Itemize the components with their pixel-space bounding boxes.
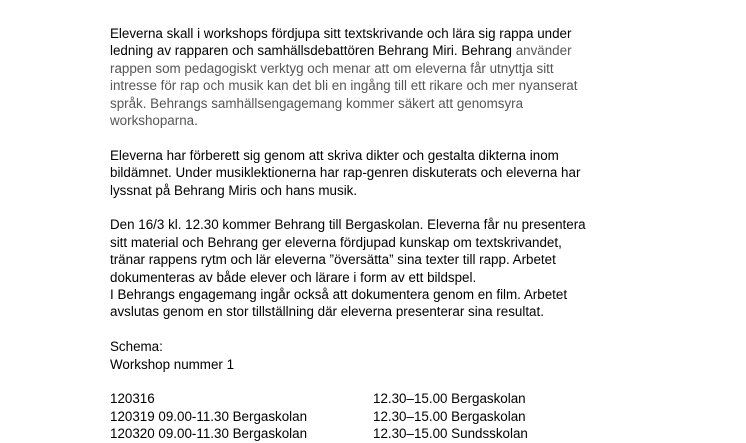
- paragraph-line: avslutas genom en stor tillställning där eleverna presenterar sina resultat.: [110, 304, 544, 320]
- paragraph-line: I Behrangs engagemang ingår också att dokumentera genom en film. Arbetet: [110, 287, 568, 303]
- schedule-time-cell: 12.30–15.00 Sundsskolan: [373, 426, 528, 442]
- paragraph-line: Den 16/3 kl. 12.30 kommer Behrang till Bergaskolan. Eleverna får nu presentera: [110, 217, 586, 233]
- paragraph-line: bildämnet. Under musiklektionerna har rap-genren diskuterats och eleverna har: [110, 165, 581, 181]
- paragraph-line: tränar rappens rytm och lär eleverna ”översätta” sina texter till rapp. Arbetet: [110, 252, 556, 268]
- paragraph-line: Eleverna skall i workshops fördjupa sitt textskrivande och lära sig rappa under: [110, 26, 572, 41]
- schedule-time-cell: 12.30–15.00 Bergaskolan: [373, 391, 526, 407]
- schedule-subheading: Workshop nummer 1: [110, 356, 235, 372]
- paragraph-line: intresse för rap och musik kan det bli en ingång till ett rikare och mer nyanserat: [110, 78, 578, 94]
- schedule-row: [110, 408, 670, 425]
- schedule-date-cell: 120316: [110, 391, 155, 407]
- paragraph-line: språk. Behrangs samhällsengagemang kommer säkert att genomsyra: [110, 95, 524, 111]
- paragraph-line: lyssnat på Behrang Miris och hans musik.: [110, 182, 358, 198]
- paragraph-intro: [110, 25, 670, 129]
- paragraph-line-text: ledning av rapparen och samhällsdebattören Behrang Miri. Behrang: [110, 43, 516, 59]
- schedule-row: [110, 390, 670, 407]
- schedule-time-cell: 12.30–15.00 Bergaskolan: [373, 408, 526, 424]
- paragraph-visit: [110, 216, 670, 320]
- paragraph-line: rappen som pedagogiskt verktyg och menar att om eleverna får utnyttja sitt: [110, 60, 554, 76]
- schedule-heading-block: [110, 338, 670, 373]
- schedule-table: [110, 390, 670, 442]
- paragraph-line-text-muted: använder: [515, 43, 572, 59]
- paragraph-line: [110, 42, 670, 59]
- schedule-row: [110, 425, 670, 442]
- paragraph-line: Eleverna har förberett sig genom att skriva dikter och gestalta dikterna inom: [110, 147, 559, 163]
- schedule-heading: Schema:: [110, 339, 163, 355]
- paragraph-preparation: [110, 147, 670, 199]
- paragraph-line: sitt material och Behrang ger eleverna fördjupad kunskap om textskrivandet,: [110, 234, 562, 250]
- document-page: [110, 25, 670, 443]
- paragraph-line: workshoparna.: [110, 113, 198, 129]
- schedule-date-cell: 120319 09.00-11.30 Bergaskolan: [110, 408, 308, 424]
- paragraph-line: dokumenteras av både elever och lärare i form av ett bildspel.: [110, 269, 477, 285]
- schedule-date-cell: 120320 09.00-11.30 Bergaskolan: [110, 426, 308, 442]
